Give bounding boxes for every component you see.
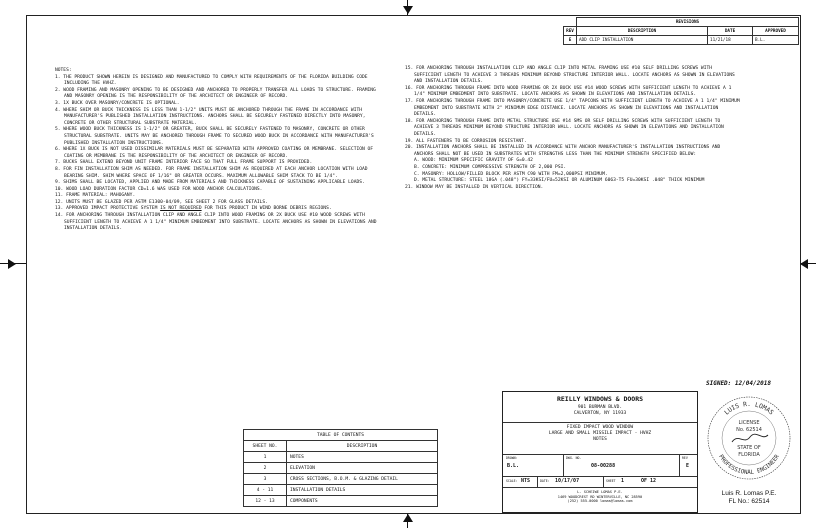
toc-description: CROSS SECTIONS, B.O.M. & GLAZING DETAIL (287, 474, 438, 485)
company-address (503, 405, 697, 416)
address-line-2: CALVERTON, NY 11933 (573, 410, 627, 416)
table-row (244, 463, 438, 474)
seal-bottom-text: PROFESSIONAL ENGINEER (717, 453, 781, 476)
date-col-header: DATE (708, 27, 753, 36)
toc-description: ELEVATION (287, 463, 438, 474)
pe-stamp-text (706, 490, 792, 505)
scale-value: NTS (521, 478, 531, 484)
revision-letter: E (564, 36, 577, 45)
divider (503, 487, 697, 488)
note-5: 5. WHERE WOOD BUCK THICKNESS IS 1-1/2" OR GREATER, BUCK SHALL BE SECURELY FASTENED TO MASONRY, CONCRETE OR OTHER STRUCTURAL SUBSTRATE. UNITS MAY BE ANCHORED THROUGH FRAME TO SECURED WOOD BUCK IN ACCORDANCE WITH MANUFACTURER'S PUBLISHED INSTALLATION INSTRUCTIONS. (55, 127, 374, 146)
note-1: 1. THE PRODUCT SHOWN HEREIN IS DESIGNED AND MANUFACTURED TO COMPLY WITH REQUIREMENTS OF THE FLORIDA BUILDING CODE INCLUDING THE HVHZ. (55, 74, 368, 87)
toc-title: TABLE OF CONTENTS (244, 430, 438, 441)
sheet-number: 1 (621, 478, 625, 484)
company-name: REILLY WINDOWS & DOORS (556, 395, 644, 403)
seal-florida: FLORIDA (738, 452, 760, 458)
notes-column-left (55, 68, 385, 233)
toc-description: COMPONENTS (287, 496, 438, 507)
note-6: 6. WHERE 1X BUCK IS NOT USED DISSIMILAR MATERIALS MUST BE SEPARATED WITH APPROVED COATING OR MEMBRANE. SELECTION OF COATING OR MEMBRANE IS THE RESPONSIBILITY OF THE ARCHITECT OR ENGINEER OF RECORD. (55, 147, 374, 159)
divider (503, 454, 697, 455)
revisions-title: REVISIONS (577, 18, 799, 27)
seal-number: No. 62514 (736, 427, 762, 433)
seal-top-text: LUIS R. LOMAS (723, 401, 775, 417)
scale-label: SCALE: (506, 479, 518, 483)
note-13-emphasis: IS NOT REQUIRED (160, 206, 202, 212)
note-9: 9. SHIMS SHALL BE LOCATED, APPLIED AND MADE FROM MATERIALS AND THICKNESS CAPABLE OF SUSTAINING APPLICABLE LOADS. (55, 180, 365, 186)
toc-description: INSTALLATION DETAILS (287, 485, 438, 496)
divider (679, 454, 680, 476)
pe-license: FL No.: 62514 (728, 497, 770, 505)
table-row (244, 485, 438, 496)
toc-sheet: 4 - 11 (244, 485, 287, 496)
toc-description-header: DESCRIPTION (287, 441, 438, 452)
engineer-contact: (252) 555-0000 lomas@lomas.com (567, 499, 633, 504)
note-21: 21. WINDOW MAY BE INSTALLED IN VERTICAL DIRECTION. (405, 184, 544, 190)
table-row (244, 496, 438, 507)
top-center-marker (403, 6, 413, 14)
top-tick (407, 0, 408, 15)
date-value: 10/17/07 (555, 478, 580, 484)
seal-state-of: STATE OF (737, 445, 761, 451)
divider (603, 476, 604, 487)
note-14: 14. FOR ANCHORING THROUGH INSTALLATION CLIP AND ANGLE CLIP INTO WOOD FRAMING OR 2X BUCK USE #10 WOOD SCREWS WITH SUFFICIENT LENGTH TO ACHIEVE A 1 1/4" MINIMUM EMBEDMENT INTO SUBSTRATE. LOCATE ANCHORS AS SHOWN IN ELEVATIONS AND INSTALLATION DETAILS. (55, 213, 377, 232)
divider (537, 476, 538, 487)
approved-col-header: APPROVED (753, 27, 799, 36)
toc-sheet-header: SHEET NO. (244, 441, 287, 452)
toc-description: NOTES (287, 452, 438, 463)
note-18: 18. FOR ANCHORING THROUGH FRAME INTO METAL STRUCTURE USE #14 SMS OR SELF DRILLING SCREWS WITH SUFFICIENT LENGTH TO ACHIEVE 3 THREADS MINIMUM BEYOND STRUCTURE INTERIOR WALL. LOCATE ANCHORS AS SHOWN IN ELEVATIONS AND INSTALLATION DETAILS. (405, 118, 724, 137)
left-center-marker (8, 259, 16, 269)
rev-label: REV (682, 456, 688, 460)
note-13-end: FOR THIS PRODUCT IN WIND BORNE DEBRIS REGIONS. (201, 206, 332, 212)
note-7: 7. BUCKS SHALL EXTEND BEYOND UNIT FRAME INTERIOR FACE SO THAT FULL FRAME SUPPORT IS PROVIDED. (55, 160, 313, 166)
toc-sheet: 12 - 13 (244, 496, 287, 507)
note-19: 19. ALL FASTENERS TO BE CORROSION RESISTANT. (405, 138, 527, 144)
note-20: 20. INSTALLATION ANCHORS SHALL BE INSTALLED IN ACCORDANCE WITH ANCHOR MANUFACTURER'S INSTALLATION INSTRUCTIONS AND ANCHORS SHALL NOT BE USED IN SUBSTRATES WITH STRENGTHS LESS THAN THE MINIMUM STRENGTH SPECIFIED BELOW: (405, 145, 721, 157)
table-of-contents (243, 429, 438, 507)
note-15: 15. FOR ANCHORING THROUGH INSTALLATION CLIP AND ANGLE CLIP INTO METAL FRAMING USE #10 SELF DRILLING SCREWS WITH SUFFICIENT LENGTH TO ACHIEVE 3 THREADS MINIMUM BEYOND STRUCTURE INTERIOR WALL. LOCATE ANCHORS AS SHOWN IN ELEVATIONS AND INSTALLATION DETAILS. (405, 66, 735, 85)
sheet-subject: NOTES (593, 436, 607, 442)
drawn-by: B.L. (507, 463, 520, 469)
note-20-c: C. MASONRY: HOLLOW/FILLED BLOCK PER ASTM C90 WITH FM=2,000PSI MINIMUM. (414, 171, 608, 177)
date-label: DATE: (540, 479, 550, 483)
divider (503, 422, 697, 423)
seal-license: LICENSE (738, 420, 760, 426)
note-17: 17. FOR ANCHORING THROUGH FRAME INTO MASONRY/CONCRETE USE 1/4" TAPCONS WITH SUFFICIENT LENGTH TO ACHIEVE A 1 1/4" MINIMUM EMBEDMENT INTO SUBSTRATE WITH 2" MINIMUM EDGE DISTANCE. LOCATE ANCHORS AS SHOWN IN ELEVATIONS AND INSTALLATION DETAILS. (405, 98, 740, 118)
divider (563, 454, 564, 476)
table-row (244, 452, 438, 463)
impact-rating: LARGE AND SMALL MISSILE IMPACT - HVHZ (548, 430, 652, 436)
engineer-info (503, 490, 697, 504)
drawn-label: DRAWN: (506, 456, 518, 460)
engineer-address: 1469 WOODCREST RD WINTERVILLE, NC 28590 (557, 494, 643, 499)
note-10: 10. WOOD LOAD DURATION FACTOR CD=1.6 WAS USED FOR WOOD ANCHOR CALCULATIONS. (55, 186, 263, 192)
note-2: 2. WOOD FRAMING AND MASONRY OPENING TO BE DESIGNED AND ANCHORED TO PROPERLY TRANSFER ALL LOADS TO STRUCTURE. FRAMING AND MASONRY OPENING IS THE RESPONSIBILITY OF THE ARCHITECT OR ENGINEER OF RECORD. (55, 87, 376, 100)
left-tick (0, 263, 26, 264)
note-11: 11. FRAME MATERIAL: MAHOGANY. (55, 193, 136, 199)
dwg-no-label: DWG. NO. (566, 456, 582, 460)
drawing-number: 08-00288 (591, 463, 616, 469)
note-13-start: 13. APPROVED IMPACT PROTECTIVE SYSTEM (55, 206, 161, 212)
revisions-table (563, 17, 799, 45)
signature-icon (732, 434, 768, 442)
note-16: 16. FOR ANCHORING THROUGH FRAME INTO WOOD FRAMING OR 2X BUCK USE #14 WOOD SCREWS WITH SUFFICIENT LENGTH TO ACHIEVE A 1 1/4" MINIMUM EMBEDMENT INTO SUBSTRATE. LOCATE ANCHORS AS SHOWN IN ELEVATIONS AND INSTALLATION DETAILS. (405, 85, 732, 98)
rev-col-header: REV (564, 27, 577, 36)
revision-approved: B.L. (753, 36, 799, 45)
engineer-seal (706, 395, 792, 481)
sheet-total: OF 12 (641, 478, 657, 484)
note-3: 3. 1X BUCK OVER MASONRY/CONCRETE IS OPTIONAL. (55, 100, 180, 106)
pe-name: Luis R. Lomas P.E. (721, 490, 777, 497)
revision-value: E (686, 463, 690, 469)
table-row (244, 474, 438, 485)
address-line-1: 901 BURMAN BLVD. (577, 405, 623, 410)
right-center-marker (800, 259, 808, 269)
engineer-name: L. SCHEIWE LOMAS P.E. (577, 490, 623, 494)
note-20-d: D. METAL STRUCTURE: STEEL 18GA (.048") FY=33KSI/FU=52KSI OR ALUMINUM 6063-T5 FU=30KSI .048" THICK MINIMUM (414, 178, 705, 184)
revision-description: ADD CLIP INSTALLATION (577, 36, 708, 45)
divider (503, 476, 697, 477)
title-block (502, 391, 698, 513)
toc-sheet: 2 (244, 463, 287, 474)
note-20-a: A. WOOD: MINIMUM SPECIFIC GRAVITY OF G=0.42 (414, 158, 533, 164)
revision-date: 11/21/18 (708, 36, 753, 45)
note-8: 8. FOR FIN INSTALLATION SHIM AS NEEDED. FOR FRAME INSTALLATION SHIM AS REQUIRED AT EACH ANCHOR LOCATION WITH LOAD BEARING SHIM. SHIM WHERE SPACE OF 1/16" OR GREATER OCCURS. MAXIMUM ALLOWABLE SHIM STACK TO BE 1/4". (55, 166, 368, 179)
note-12: 12. UNITS MUST BE GLAZED PER ASTM E1300-04/09, SEE SHEET 2 FOR GLASS DETAILS. (55, 199, 268, 205)
drawing-description (503, 425, 697, 442)
notes-column-right (405, 66, 740, 191)
notes-title: NOTES: (55, 68, 72, 73)
right-tick (801, 263, 816, 264)
bottom-tick (407, 514, 408, 528)
note-20-b: B. CONCRETE: MINIMUM COMPRESSIVE STRENGTH OF 2,000 PSI. (414, 164, 567, 170)
sheet-label: SHEET (606, 479, 616, 483)
signed-date: SIGNED: 12/04/2018 (706, 380, 772, 387)
toc-sheet: 3 (244, 474, 287, 485)
note-4: 4. WHERE SHIM OR BUCK THICKNESS IS LESS THAN 1-1/2" UNITS MUST BE ANCHORED THROUGH THE FRAME IN ACCORDANCE WITH MANUFACTURER'S PUBLISHED INSTALLATION INSTRUCTIONS. ANCHORS SHALL BE SECURELY FASTENED DIRECTLY INTO MASONRY, CONCRETE OR OTHER STRUCTURAL SUBSTRATE MATERIAL. (55, 107, 366, 126)
toc-sheet: 1 (244, 452, 287, 463)
description-col-header: DESCRIPTION (577, 27, 708, 36)
product-name: FIXED IMPACT WOOD WINDOW (566, 425, 634, 430)
bottom-center-marker (403, 514, 413, 522)
